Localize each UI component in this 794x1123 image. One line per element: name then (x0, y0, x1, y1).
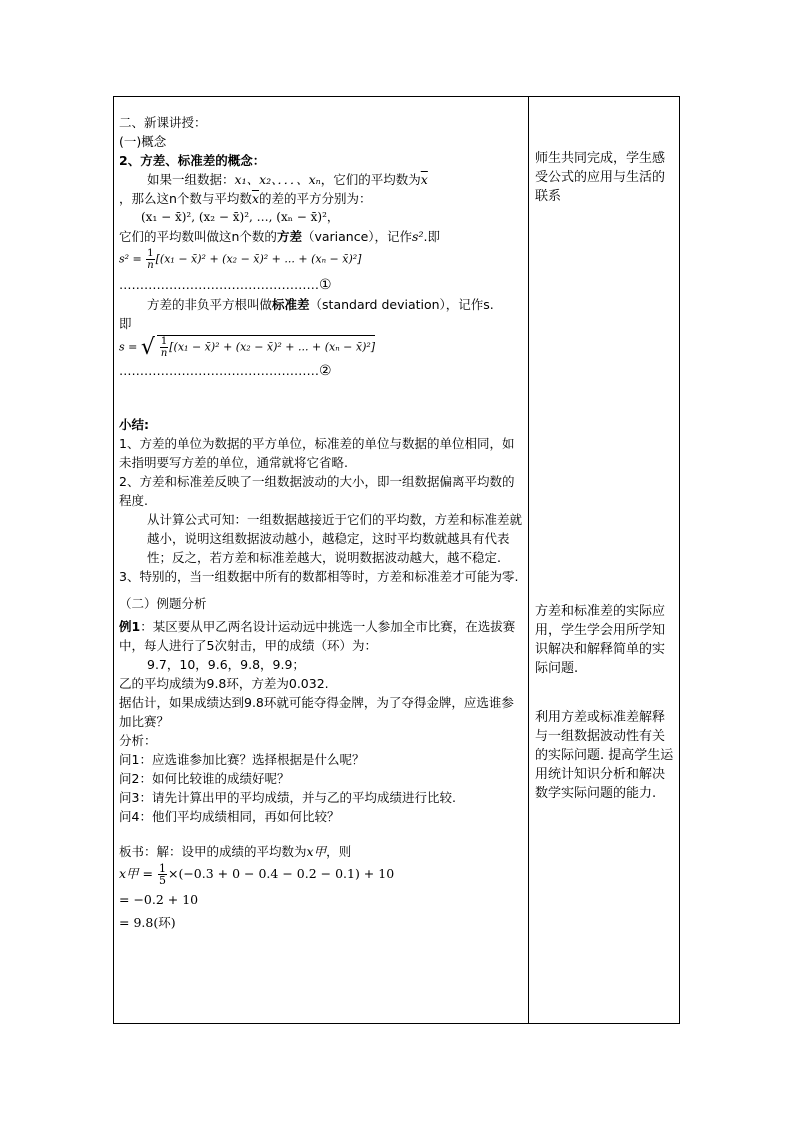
one-over-n: $\frac{1}{n}$ (147, 248, 154, 271)
example-scores: 9.7，10，9.6，9.8，9.9； (147, 657, 305, 672)
formula-marker-2: …………………………………………② (119, 363, 332, 379)
mean-symbol-2: $\overline{x}$ (251, 191, 259, 206)
intro-line-2: ，那么这n个数与平均数$\overline{x}$的差的平方分别为： (119, 191, 372, 206)
squared-differences: (x₁ − x̄)², (x₂ − x̄)², …, (xₙ − x̄)²， (141, 210, 339, 224)
concept-heading: (一)概念 (119, 134, 167, 149)
variance-term: 方差 (276, 229, 302, 244)
analysis-label: 分析： (119, 733, 157, 748)
summary-point-1: 1、方差的单位为数据的平方单位，标准差的单位与数据的单位相同，如未指明要写方差的单位，通常就将它省略. (119, 436, 515, 470)
board-writing: 板书：解：设甲的成绩的平均数为x甲，则 (119, 844, 352, 859)
calc-line-2: = −0.2 + 10 (119, 892, 199, 907)
side-note-1: 师生共同完成，学生感受公式的应用与生活的联系 (535, 151, 666, 204)
question-3: 问3：请先计算出甲的平均成绩，并与乙的平均成绩进行比较. (119, 790, 456, 805)
question-1: 问1：应选谁参加比赛？选择根据是什么呢？ (119, 752, 365, 767)
summary-point-2-detail: 从计算公式可知：一组数据越接近于它们的平均数，方差和标准差就越小，说明这组数据波动越小，越稳定，这时平均数就越具有代表性；反之，若方差和标准差越大，说明数据波动越大，越不稳定. (147, 512, 523, 565)
summary-point-2: 2、方差和标准差反映了一组数据波动的大小，即一组数据偏离平均数的程度. (119, 474, 515, 508)
calc-line-1: x甲 = $\frac{1}{5}$ ×(−0.3 + 0 − 0.4 − 0.2 − 0.1) + 10 (119, 862, 395, 887)
column-divider (528, 97, 529, 1023)
point-2-heading: 2、方差、标准差的概念： (119, 153, 266, 168)
lesson-table (113, 96, 680, 1024)
example-yi: 乙的平均成绩为9.8环，方差为0.032. (119, 676, 329, 691)
std-term: 标准差 (272, 297, 310, 312)
variance-formula: s² = $\frac{1}{n}$ [(x₁ − x̄)² + (x₂ − x̄)² + ... + (xₙ − x̄)²] (119, 248, 362, 271)
section-heading: 二、新课讲授： (119, 115, 207, 130)
std-definition: 方差的非负平方根叫做标准差（standard deviation），记作s. (147, 297, 494, 312)
sqrt-sign: √ (140, 335, 155, 360)
data-variables: x₁、x₂、．．．、xₙ (234, 172, 321, 187)
std-formula: s = √ $\frac{1}{n}$ [(x₁ − x̄)² + (x₂ − x̄)² + ... + (xₙ − x̄)²] (119, 335, 376, 360)
question-2: 问2：如何比较谁的成绩好呢？ (119, 771, 290, 786)
summary-point-3: 3、特别的，当一组数据中所有的数都相等时，方差和标准差才可能为零. (119, 569, 519, 584)
sqrt-body: $\frac{1}{n}$ [(x₁ − x̄)² + (x₂ − x̄)² + ... + (xₙ − x̄)²] (157, 335, 375, 359)
side-note-3: 利用方差或标准差解释与一组数据波动性有关的实际问题. 提高学生运用统计知识分析和解决数学实际问题的能力. (535, 710, 674, 801)
example-1: 例1：某区要从甲乙两名设计运动远中挑选一人参加全市比赛，在选拔赛中，每人进行了5次射击，甲的成绩（环）为： (119, 619, 516, 653)
intro-line: 如果一组数据：x₁、x₂、．．．、xₙ，它们的平均数为$\overline{x}$ (147, 172, 428, 187)
question-4: 问4：他们平均成绩相同，再如何比较？ (119, 809, 340, 824)
variance-definition: 它们的平均数叫做这n个数的方差（variance），记作s².即 (119, 229, 440, 244)
one-fifth: $\frac{1}{5}$ (158, 862, 166, 887)
main-column (119, 113, 524, 932)
formula-marker-1: …………………………………………① (119, 277, 332, 293)
mean-symbol: $\overline{x}$ (420, 172, 428, 187)
example-question: 据估计，如果成绩达到9.8环就可能夺得金牌，为了夺得金牌，应选谁参加比赛？ (119, 695, 514, 729)
std-definition-end: 即 (119, 316, 132, 331)
example-heading: （二）例题分析 (119, 596, 207, 611)
calc-line-3: = 9.8(环) (119, 915, 176, 930)
summary-title: 小结: (119, 417, 149, 432)
side-note-2: 方差和标准差的实际应用，学生学会用所学知识解决和解释简单的实际问题. (535, 604, 666, 676)
